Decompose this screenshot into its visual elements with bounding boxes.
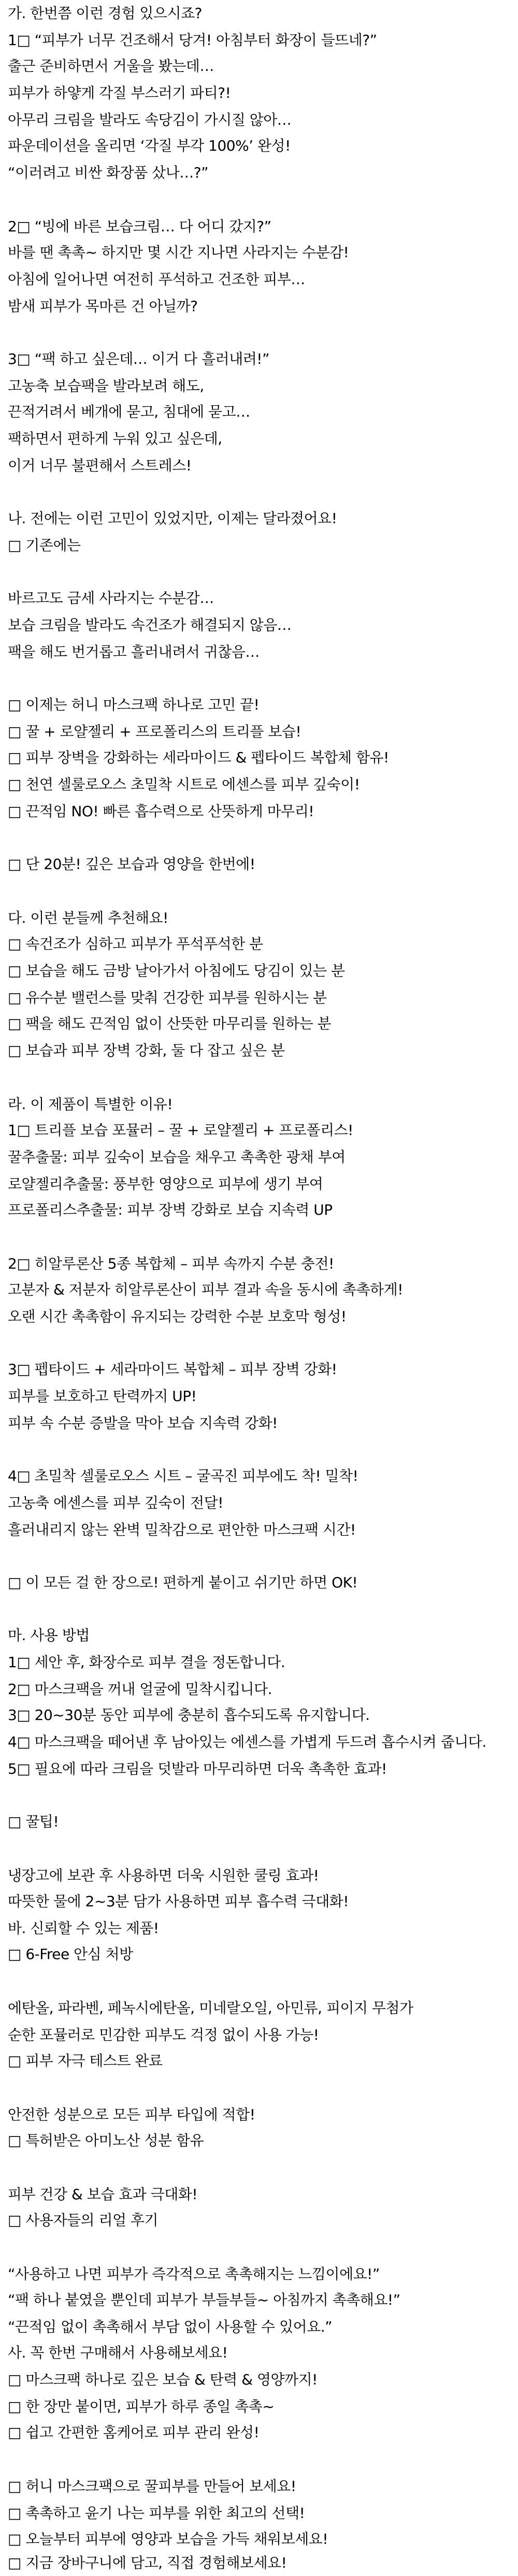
text-line: □ 특허받은 아미노산 성분 함유 — [8, 2132, 204, 2149]
text-line: □ 기존에는 — [8, 537, 81, 554]
text-line: □ 피부 장벽을 강화하는 세라마이드 & 펩타이드 복합체 함유! — [8, 749, 389, 766]
text-line: 밤새 피부가 목마른 건 아닐까? — [8, 298, 198, 315]
text-line: 피부가 하얗게 각질 부스러기 파티?! — [8, 84, 231, 101]
text-line: 마. 사용 방법 — [8, 1627, 90, 1644]
text-line: 에탄올, 파라벤, 페녹시에탄올, 미네랄오일, 아민류, 피이지 무첨가 — [8, 1999, 413, 2016]
text-line: 끈적거려서 베개에 묻고, 침대에 묻고… — [8, 403, 250, 420]
text-line: “이러려고 비싼 화장품 샀나…?” — [8, 164, 209, 181]
text-line: □ 팩을 해도 끈적임 없이 산뜻한 마무리를 원하는 분 — [8, 1015, 332, 1032]
text-line: □ 끈적임 NO! 빠른 흡수력으로 산뜻하게 마무리! — [8, 803, 314, 820]
text-line: 팩을 해도 번거롭고 흘러내려서 귀찮음… — [8, 643, 260, 660]
text-line: □ 꿀팁! — [8, 1813, 59, 1830]
text-line: 3□ 20~30분 동안 피부에 충분히 흡수되도록 유지합니다. — [8, 1706, 370, 1724]
text-line: □ 꿀 + 로얄젤리 + 프로폴리스의 트리플 보습! — [8, 723, 301, 740]
text-line: □ 촉촉하고 윤기 나는 피부를 위한 최고의 선택! — [8, 2505, 305, 2522]
text-line: 고농축 보습팩을 발라보려 해도, — [8, 377, 204, 394]
text-line: □ 오늘부터 피부에 영양과 보습을 가득 채워보세요! — [8, 2530, 328, 2548]
text-line: □ 마스크팩 하나로 깊은 보습 & 탄력 & 영양까지! — [8, 2371, 318, 2388]
text-line: 피부를 보호하고 탄력까지 UP! — [8, 1388, 197, 1405]
text-line: 냉장고에 보관 후 사용하면 더욱 시원한 쿨링 효과! — [8, 1867, 319, 1884]
text-line: □ 이 모든 걸 한 장으로! 편하게 붙이고 쉬기만 하면 OK! — [8, 1574, 358, 1591]
text-line: 라. 이 제품이 특별한 이유! — [8, 1096, 173, 1113]
text-line: □ 지금 장바구니에 담고, 직접 경험해보세요! — [8, 2554, 287, 2571]
text-line: 2□ “빙에 바른 보습크림… 다 어디 갔지?” — [8, 218, 271, 235]
text-line: “팩 하나 붙였을 뿐인데 피부가 부들부들~ 아침까지 촉촉해요!” — [8, 2291, 400, 2308]
text-line: □ 보습을 해도 금방 날아가서 아침에도 당김이 있는 분 — [8, 962, 345, 979]
text-line: □ 유수분 밸런스를 맞춰 건강한 피부를 원하시는 분 — [8, 989, 327, 1006]
text-line: 사. 꼭 한번 구매해서 사용해보세요! — [8, 2344, 228, 2361]
text-line: 로얄젤리추출물: 풍부한 영양으로 피부에 생기 부여 — [8, 1175, 323, 1193]
text-line: 2□ 마스크팩을 꺼내 얼굴에 밀착시킵니다. — [8, 1681, 272, 1698]
text-line: 3□ “팩 하고 싶은데… 이거 다 흘러내려!” — [8, 350, 270, 367]
text-line: 출근 준비하면서 거울을 봤는데… — [8, 57, 214, 75]
text-line: 1□ “피부가 너무 건조해서 당겨! 아침부터 화장이 들뜨네?” — [8, 32, 377, 49]
text-line: 팩하면서 편하게 누워 있고 싶은데, — [8, 430, 222, 447]
text-line: 2□ 히알루론산 5종 복합체 – 피부 속까지 수분 충전! — [8, 1255, 334, 1272]
text-line: 피부 건강 & 보습 효과 극대화! — [8, 2186, 198, 2203]
text-line: “사용하고 나면 피부가 즉각적으로 촉촉해지는 느낌이에요!” — [8, 2265, 380, 2283]
text-line: □ 사용자들의 리얼 후기 — [8, 2212, 159, 2229]
text-line: 흘러내리지 않는 완벽 밀착감으로 편안한 마스크팩 시간! — [8, 1521, 356, 1538]
text-line: 아무리 크림을 발라도 속당김이 가시질 않아… — [8, 111, 292, 128]
text-line: 순한 포뮬러로 민감한 피부도 걱정 없이 사용 가능! — [8, 2026, 319, 2043]
text-line: 1□ 트리플 보습 포뮬러 – 꿀 + 로얄젤리 + 프로폴리스! — [8, 1122, 353, 1139]
text-line: 오랜 시간 촉촉함이 유지되는 강력한 수분 보호막 형성! — [8, 1308, 347, 1325]
text-line: 5□ 필요에 따라 크림을 덧발라 마무리하면 더욱 촉촉한 효과! — [8, 1760, 387, 1777]
text-line: 아침에 일어나면 여전히 푸석하고 건조한 피부… — [8, 271, 305, 288]
text-line: □ 한 장만 붙이면, 피부가 하루 종일 촉촉~ — [8, 2398, 275, 2415]
text-line: 가. 한번쯤 이런 경험 있으시죠? — [8, 5, 202, 22]
text-line: 바. 신뢰할 수 있는 제품! — [8, 1920, 159, 1937]
text-line: 파운데이션을 올리면 ‘각질 부각 100%’ 완성! — [8, 137, 291, 154]
text-line: 나. 전에는 이런 고민이 있었지만, 이제는 달라졌어요! — [8, 510, 337, 527]
text-line: □ 단 20분! 깊은 보습과 영양을 한번에! — [8, 856, 255, 873]
text-line: □ 보습과 피부 장벽 강화, 둘 다 잡고 싶은 분 — [8, 1042, 285, 1059]
text-line: 보습 크림을 발라도 속건조가 해결되지 않음… — [8, 616, 292, 634]
text-line: 고분자 & 저분자 히알루론산이 피부 결과 속을 동시에 촉촉하게! — [8, 1281, 403, 1298]
text-line: 피부 속 수분 증발을 막아 보습 지속력 강화! — [8, 1415, 278, 1432]
text-line: 다. 이런 분들께 추천해요! — [8, 909, 168, 926]
text-line: □ 속건조가 심하고 피부가 푸석푸석한 분 — [8, 935, 263, 952]
text-line: 따뜻한 물에 2~3분 담가 사용하면 피부 흡수력 극대화! — [8, 1893, 349, 1910]
text-line: 바르고도 금세 사라지는 수분감… — [8, 590, 214, 607]
text-line: “끈적임 없이 촉촉해서 부담 없이 사용할 수 있어요.” — [8, 2318, 333, 2335]
text-line: □ 6-Free 안심 처방 — [8, 1946, 133, 1963]
text-line: □ 허니 마스크팩으로 꿀피부를 만들어 보세요! — [8, 2478, 296, 2495]
text-line: □ 천연 셀룰로오스 초밀착 시트로 에센스를 피부 깊숙이! — [8, 776, 360, 793]
text-line: 3□ 펩타이드 + 세라마이드 복합체 – 피부 장벽 강화! — [8, 1361, 337, 1378]
text-line: 바를 땐 촉촉~ 하지만 몇 시간 지나면 사라지는 수분감! — [8, 244, 349, 261]
text-line: 고농축 에센스를 피부 깊숙이 전달! — [8, 1494, 223, 1511]
text-line: 4□ 초밀착 셀룰로오스 시트 – 굴곡진 피부에도 착! 밀착! — [8, 1467, 358, 1484]
text-line: 안전한 성분으로 모든 피부 타입에 적합! — [8, 2106, 255, 2123]
text-line: □ 쉽고 간편한 홈케어로 피부 관리 완성! — [8, 2424, 260, 2441]
text-line: □ 이제는 허니 마스크팩 하나로 고민 끝! — [8, 696, 260, 713]
text-line: 꿀추출물: 피부 깊숙이 보습을 채우고 촉촉한 광채 부여 — [8, 1149, 346, 1166]
text-line: □ 피부 자극 테스트 완료 — [8, 2052, 163, 2069]
text-line: 4□ 마스크팩을 떼어낸 후 남아있는 에센스를 가볍게 두드려 흡수시켜 줍니다. — [8, 1733, 486, 1750]
text-line: 1□ 세안 후, 화장수로 피부 결을 정돈합니다. — [8, 1654, 285, 1671]
text-line: 프로폴리스추출물: 피부 장벽 강화로 보습 지속력 UP — [8, 1201, 333, 1218]
text-line: 이거 너무 불편해서 스트레스! — [8, 457, 192, 474]
